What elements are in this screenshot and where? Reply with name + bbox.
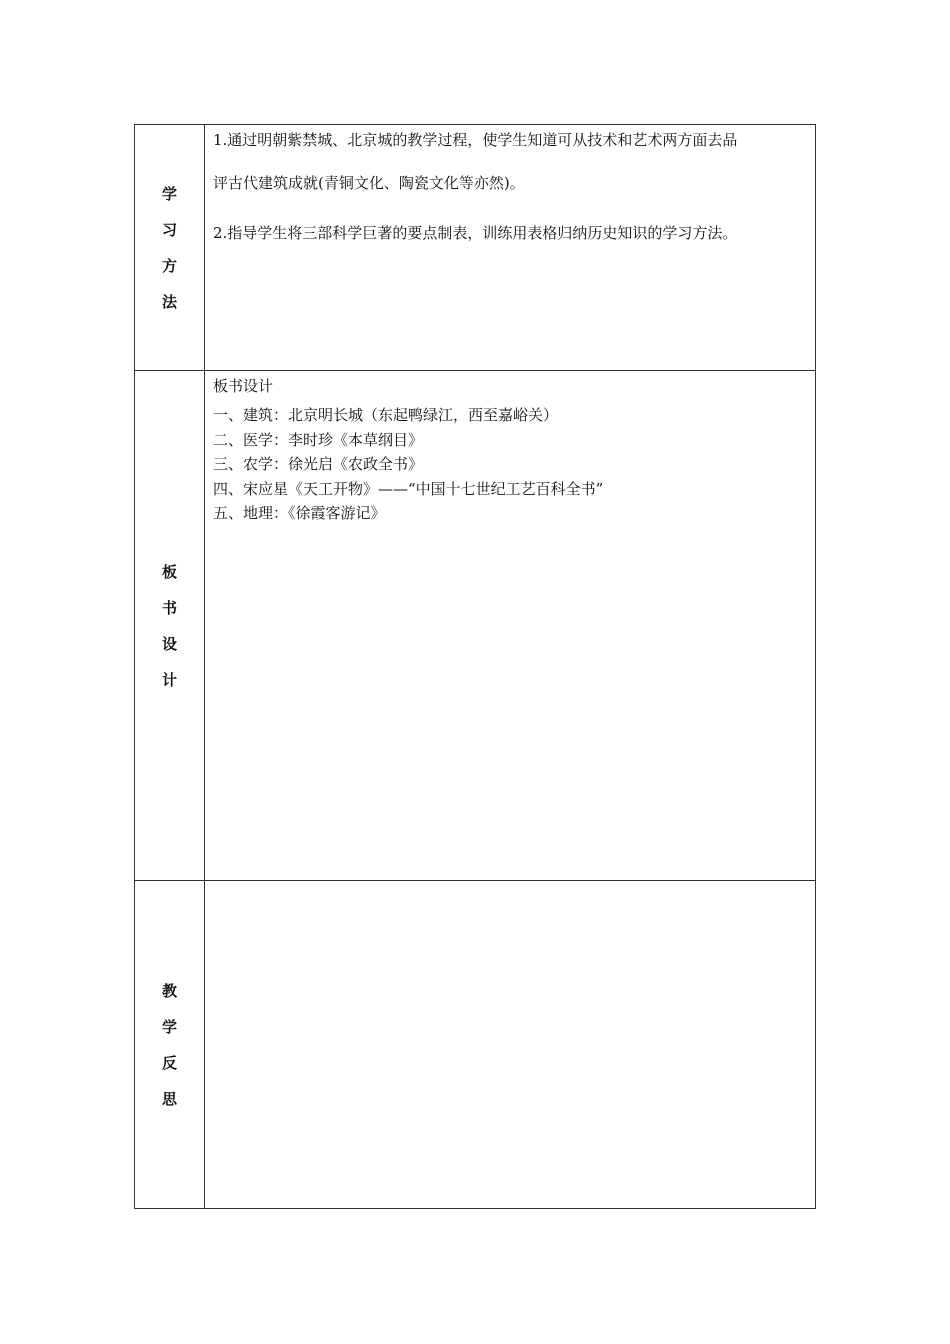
study-method-content [205, 125, 816, 371]
lesson-plan-table [134, 124, 816, 1209]
reflection-label: 教 学 反 思 [135, 881, 205, 1209]
board-design-label: 板 书 设 计 [135, 371, 205, 881]
list-item: 三、农学：徐光启《农政全书》 [213, 455, 424, 473]
board-design-content [205, 371, 816, 881]
study-method-point-1-cont: 评古代建筑成就(青铜文化、陶瓷文化等亦然)。 [213, 174, 525, 192]
study-method-point-2: 2.指导学生将三部科学巨著的要点制表，训练用表格归纳历史知识的学习方法。 [213, 224, 738, 242]
study-method-point-1: 1.通过明朝紫禁城、北京城的教学过程，使学生知道可从技术和艺术两方面去品 [213, 131, 738, 149]
list-item: 四、宋应星《天工开物》——“中国十七世纪工艺百科全书” [213, 479, 604, 498]
list-item: 二、医学：李时珍《本草纲目》 [213, 430, 424, 449]
list-item: 五、地理：《徐霞客游记》 [213, 504, 386, 522]
board-design-list [213, 403, 807, 526]
list-item: 一、建筑：北京明长城（东起鸭绿江，西至嘉峪关） [213, 406, 559, 424]
board-design-row [135, 371, 816, 881]
study-method-label: 学 习 方 法 [135, 125, 205, 371]
reflection-row [135, 881, 816, 1209]
study-method-row [135, 125, 816, 371]
board-design-title: 板书设计 [213, 377, 274, 395]
reflection-content [205, 881, 816, 1209]
